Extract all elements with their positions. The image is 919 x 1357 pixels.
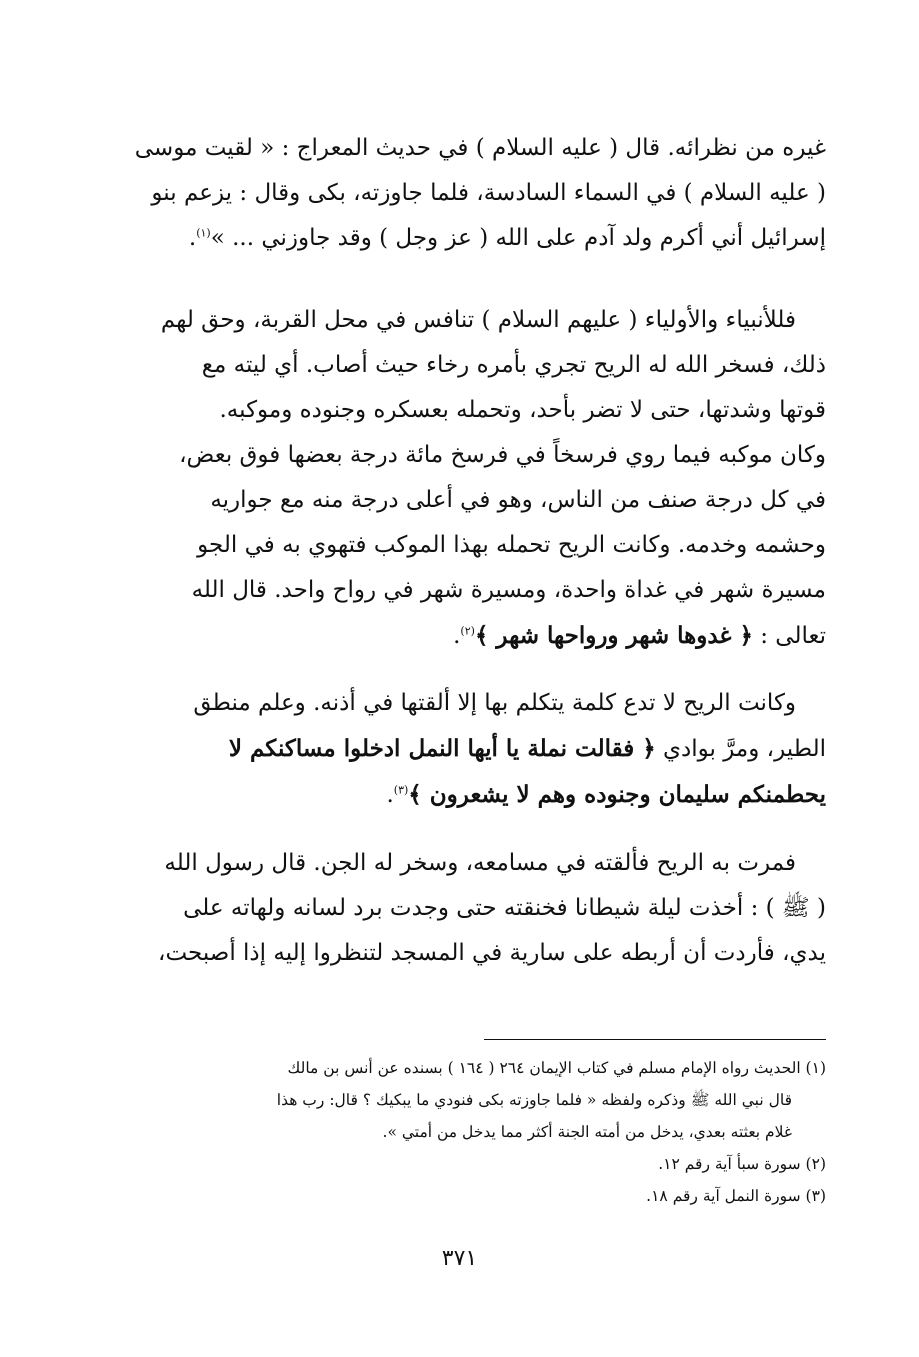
quran-quote: ﴿ غدوها شهر ورواحها شهر ﴾ <box>474 622 753 649</box>
footnote-1-continued: غلام بعثته بعدي، يدخل من أمته الجنة أكثر مما يدخل من أمتي ». <box>382 1123 792 1141</box>
quran-quote: ﴿ فقالت نملة يا أيها النمل ادخلوا مساكنكم لا <box>228 735 656 762</box>
footnote-3: (٣) سورة النمل آية رقم ١٨. <box>646 1187 826 1205</box>
footnote-2: (٢) سورة سبأ آية رقم ١٢. <box>658 1155 826 1173</box>
text-segment: إسرائيل أني أكرم ولد آدم على الله ( عز وجل ) وقد جاوزني ... » <box>210 225 826 251</box>
text-line: يحطمنكم سليمان وجنوده وهم لا يشعرون ﴾$^{(٣)}$. <box>386 781 826 808</box>
paragraph-2 <box>132 298 826 659</box>
text-line: إسرائيل أني أكرم ولد آدم على الله ( عز وجل ) وقد جاوزني ... »$^{(١)}$. <box>188 225 826 251</box>
text-line: فمرت به الريح فألقته في مسامعه، وسخر له الجن. قال رسول الله <box>164 850 796 876</box>
paragraph-1 <box>132 126 826 261</box>
text-line <box>132 726 826 772</box>
text-line: مسيرة شهر في غداة واحدة، ومسيرة شهر في رواح واحد. قال الله <box>191 577 826 603</box>
paragraph-3 <box>132 681 826 818</box>
text-line: يدي، فأردت أن أربطه على سارية في المسجد لتنظروا إليه إذا أصبحت، <box>158 940 826 966</box>
footnote-ref: (١) <box>196 226 211 240</box>
text-segment: الطير، ومرَّ بوادي <box>663 736 826 762</box>
footnote-separator <box>484 1039 826 1040</box>
text-line: تعالى : ﴿ غدوها شهر ورواحها شهر ﴾$^{(٢)}$. <box>453 622 826 649</box>
footnotes <box>132 1052 826 1212</box>
text-line: وكان موكبه فيما روي فرسخاً في فرسخ مائة درجة بعضها فوق بعض، <box>179 442 826 468</box>
footnote-ref: (٢) <box>460 624 475 638</box>
text-line: قوتها وشدتها، حتى لا تضر بأحد، وتحمله بعسكره وجنوده وموكبه. <box>219 397 826 423</box>
footnote-1-continued: قال نبي الله ﷺ وذكره ولفظه « فلما جاوزته بكى فنودي ما يبكيك ؟ قال: رب هذا <box>276 1091 792 1109</box>
text-line: فللأنبياء والأولياء ( عليهم السلام ) تنافس في محل القربة، وحق لهم <box>160 307 796 333</box>
text-line: وكانت الريح لا تدع كلمة يتكلم بها إلا ألقتها في أذنه. وعلم منطق <box>193 690 796 716</box>
text-line: ذلك، فسخر الله له الريح تجري بأمره رخاء حيث أصاب. أي ليته مع <box>201 352 826 378</box>
footnote-1: (١) الحديث رواه الإمام مسلم في كتاب الإيمان ٢٦٤ ( ١٦٤ ) بسنده عن أنس بن مالك <box>287 1059 826 1077</box>
text-line: ( عليه السلام ) في السماء السادسة، فلما جاوزته، بكى وقال : يزعم بنو <box>151 180 826 206</box>
text-line: غيره من نظرائه. قال ( عليه السلام ) في حديث المعراج : « لقيت موسى <box>134 135 826 161</box>
text-segment: تعالى : <box>760 623 826 649</box>
paragraph-4 <box>132 841 826 976</box>
text-line: ( ﷺ ) : أخذت ليلة شيطانا فخنقته حتى وجدت برد لسانه ولهاته على <box>183 895 826 921</box>
quran-quote: يحطمنكم سليمان وجنوده وهم لا يشعرون ﴾ <box>408 781 826 808</box>
footnote-ref: (٣) <box>393 783 409 797</box>
text-line: وحشمه وخدمه. وكانت الريح تحمله بهذا الموكب فتهوي به في الجو <box>197 532 826 558</box>
page-number: ٣٧١ <box>441 1246 478 1271</box>
text-line: في كل درجة صنف من الناس، وهو في أعلى درجة منه مع جواريه <box>210 487 826 513</box>
